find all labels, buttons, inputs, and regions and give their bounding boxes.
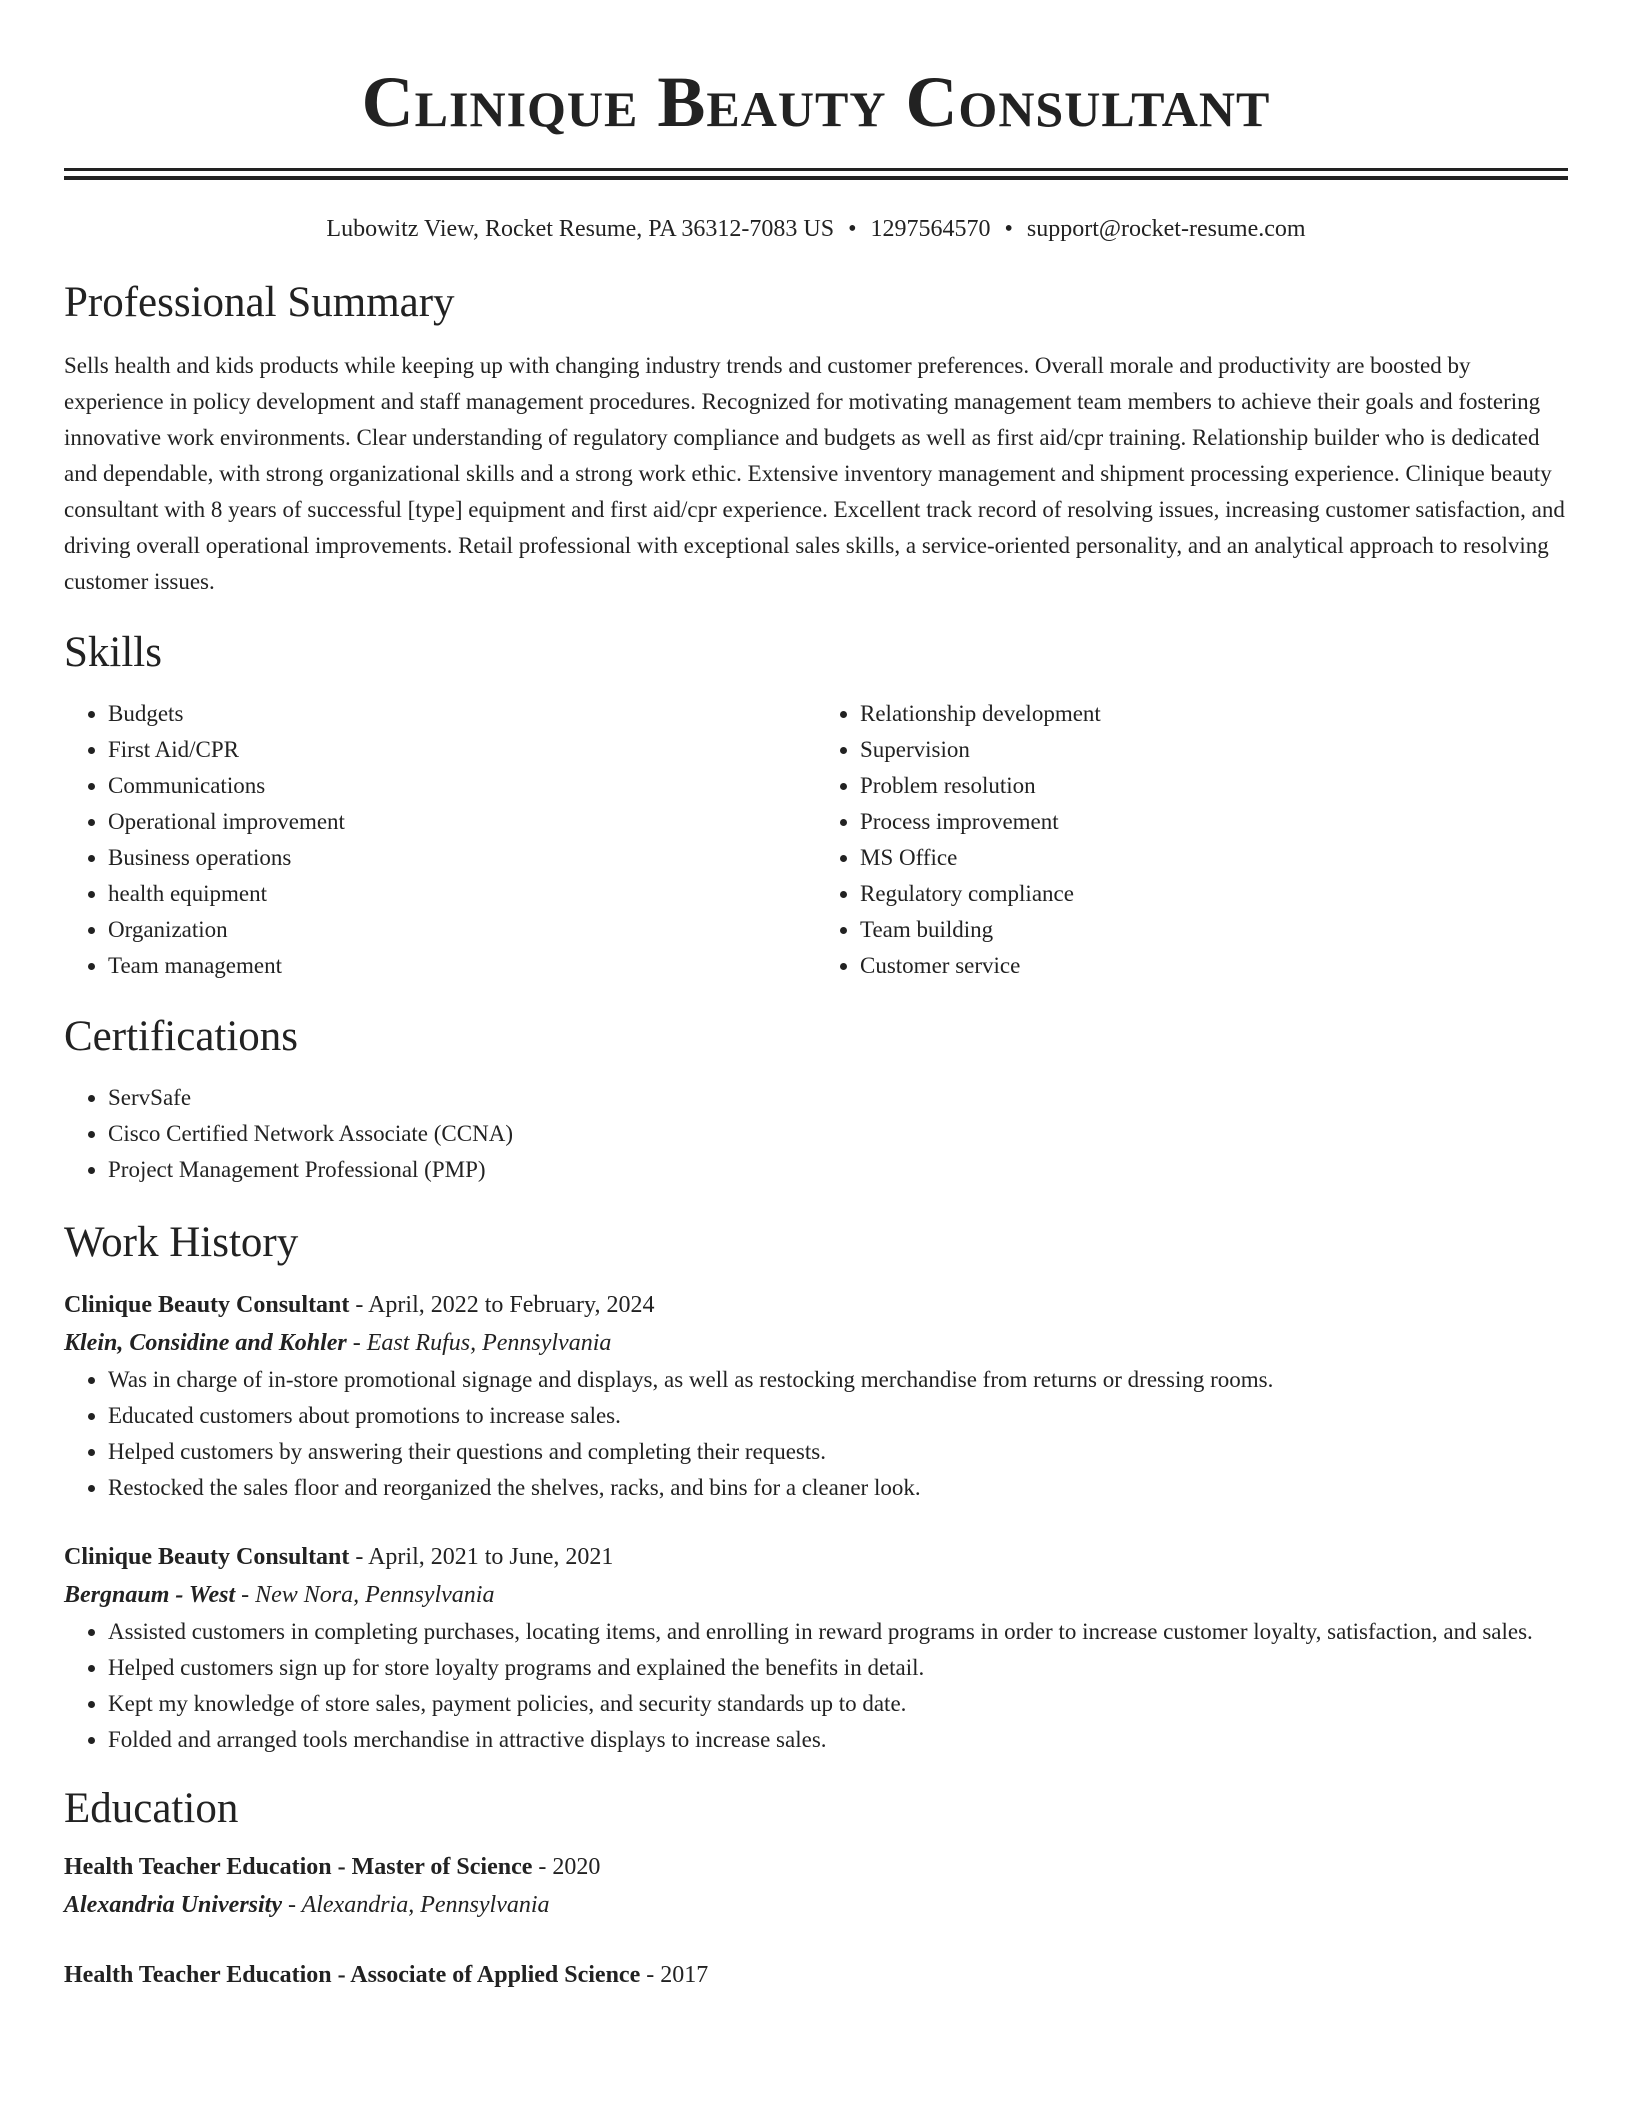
job-location: - New Nora, Pennsylvania (235, 1582, 495, 1608)
job-bullets (64, 1614, 1568, 1758)
skill-item: • Team building (860, 912, 1568, 948)
job-company-line (64, 1576, 1568, 1614)
job-bullets (64, 1362, 1568, 1506)
job-bullet: • Kept my knowledge of store sales, payment policies, and security standards up to date. (108, 1686, 1568, 1722)
contact-phone: 1297564570 (870, 216, 991, 242)
section-heading-education: Education (64, 1785, 239, 1832)
skill-item: • Budgets (108, 696, 816, 732)
skill-item: • Team management (108, 948, 816, 984)
skill-item: • Supervision (860, 732, 1568, 768)
education-entry (64, 1956, 1568, 1994)
skill-item: • health equipment (108, 876, 816, 912)
skill-item: • Problem resolution (860, 768, 1568, 804)
skill-item: • First Aid/CPR (108, 732, 816, 768)
header-double-rule (64, 168, 1568, 180)
contact-line (64, 214, 1568, 244)
certification-item: • Cisco Certified Network Associate (CCNA) (108, 1116, 1568, 1152)
certification-item: • Project Management Professional (PMP) (108, 1152, 1568, 1188)
skill-item: • Communications (108, 768, 816, 804)
education-entry (64, 1848, 1568, 1924)
skill-item: • Organization (108, 912, 816, 948)
contact-separator: • (1004, 216, 1013, 242)
job-title-line (64, 1286, 1568, 1324)
skills-list-left (64, 696, 816, 984)
contact-address: Lubowitz View, Rocket Resume, PA 36312-7083 US (326, 216, 835, 242)
job-location: - East Rufus, Pennsylvania (346, 1330, 612, 1356)
job-bullet: • Helped customers sign up for store loyalty programs and explained the benefits in detail. (108, 1650, 1568, 1686)
job-title: Clinique Beauty Consultant (64, 1544, 350, 1570)
education-school: Alexandria University (64, 1892, 283, 1918)
education-degree: Health Teacher Education - Associate of Applied Science (64, 1962, 641, 1988)
job-bullet: • Folded and arranged tools merchandise in attractive displays to increase sales. (108, 1722, 1568, 1758)
contact-separator: • (848, 216, 857, 242)
summary-text: Sells health and kids products while keeping up with changing industry trends and customer preferences. Overall morale and productivity are boosted by experience in policy development and staff management procedures. Recognized for motivating management team members to achieve their goals and fostering innovative work environments. Clear understanding of regulatory compliance and budgets as well as first aid/cpr training. Relationship builder who is dedicated and dependable, with strong organizational skills and a strong work ethic. Extensive inventory management and shipment processing experience. Clinique beauty consultant with 8 years of successful [type] equipment and first aid/cpr experience. Excellent track record of resolving issues, increasing customer satisfaction, and driving overall operational improvements. Retail professional with exceptional sales skills, a service-oriented personality, and an analytical approach to resolving customer issues. (64, 353, 1565, 594)
education-year: - 2020 (532, 1854, 601, 1880)
job-title-line (64, 1538, 1568, 1576)
skill-item: • Operational improvement (108, 804, 816, 840)
education-location: - Alexandria, Pennsylvania (282, 1892, 550, 1918)
job-dates: - April, 2021 to June, 2021 (349, 1544, 614, 1570)
job-title: Clinique Beauty Consultant (64, 1292, 350, 1318)
education-degree: Health Teacher Education - Master of Science (64, 1854, 533, 1880)
job-dates: - April, 2022 to February, 2024 (349, 1292, 655, 1318)
job-entry (64, 1538, 1568, 1758)
education-degree-line (64, 1956, 1568, 1994)
resume-name: Clinique Beauty Consultant (361, 62, 1271, 142)
skill-item: • Process improvement (860, 804, 1568, 840)
skills-column-left (64, 696, 816, 984)
skill-item: • Customer service (860, 948, 1568, 984)
job-bullet: • Educated customers about promotions to increase sales. (108, 1398, 1568, 1434)
certifications-list (64, 1080, 1568, 1188)
skill-item: • Regulatory compliance (860, 876, 1568, 912)
job-company-line (64, 1324, 1568, 1362)
skill-item: • Relationship development (860, 696, 1568, 732)
job-entry (64, 1286, 1568, 1506)
skill-item: • MS Office (860, 840, 1568, 876)
section-heading-certifications: Certifications (64, 1013, 299, 1060)
job-company: Bergnaum - West (64, 1582, 236, 1608)
section-heading-skills: Skills (64, 629, 162, 676)
education-school-line (64, 1886, 1568, 1924)
contact-email: support@rocket-resume.com (1026, 216, 1306, 242)
job-bullet: • Was in charge of in-store promotional signage and displays, as well as restocking merchandise from returns or dressing rooms. (108, 1362, 1568, 1398)
certification-item: • ServSafe (108, 1080, 1568, 1116)
skills-list-right (816, 696, 1568, 984)
job-bullet: • Helped customers by answering their questions and completing their requests. (108, 1434, 1568, 1470)
section-heading-work-history: Work History (64, 1219, 299, 1266)
job-bullet: • Restocked the sales floor and reorganized the shelves, racks, and bins for a cleaner look. (108, 1470, 1568, 1506)
education-degree-line (64, 1848, 1568, 1886)
job-company: Klein, Considine and Kohler (64, 1330, 347, 1356)
skill-item: • Business operations (108, 840, 816, 876)
education-year: - 2017 (640, 1962, 709, 1988)
job-bullet: • Assisted customers in completing purchases, locating items, and enrolling in reward programs in order to increase customer loyalty, satisfaction, and sales. (108, 1614, 1568, 1650)
section-heading-summary: Professional Summary (64, 279, 455, 326)
skills-column-right (816, 696, 1568, 984)
skills-columns (64, 696, 1568, 984)
